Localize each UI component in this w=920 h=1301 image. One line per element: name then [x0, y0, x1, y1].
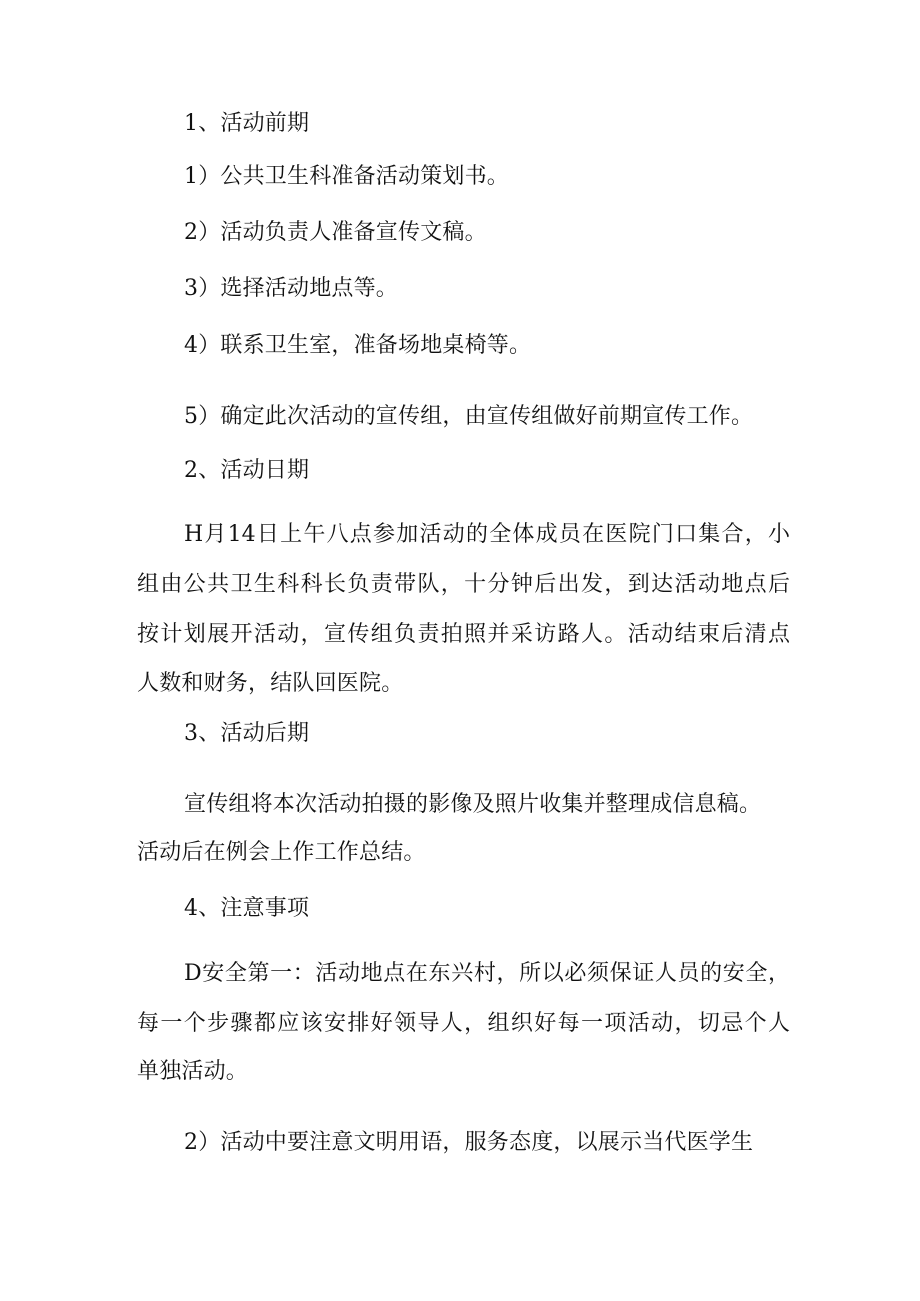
paragraph-line: 宣传组将本次活动拍摄的影像及照片收集并整理成信息稿。	[184, 792, 762, 817]
section-heading-3: 3、活动后期	[184, 721, 310, 746]
list-item: 3）选择活动地点等。	[184, 276, 398, 301]
paragraph-line: 单独活动。	[137, 1059, 249, 1084]
list-item: 1）公共卫生科准备活动策划书。	[184, 164, 509, 189]
section-heading-1: 1、活动前期	[184, 111, 310, 136]
paragraph-line: 活动后在例会上作工作总结。	[137, 840, 426, 865]
paragraph-line: 组由公共卫生科科长负责带队，十分钟后出发，到达活动地点后	[137, 572, 790, 597]
list-item: 2）活动中要注意文明用语，服务态度，以展示当代医学生	[184, 1130, 754, 1155]
paragraph-line: D安全第一：活动地点在东兴村，所以必须保证人员的安全，	[184, 961, 790, 986]
section-heading-2: 2、活动日期	[184, 458, 310, 483]
section-heading-4: 4、注意事项	[184, 896, 310, 921]
list-item: 4）联系卫生室，准备场地桌椅等。	[184, 333, 532, 358]
list-item: 5）确定此次活动的宣传组，由宣传组做好前期宣传工作。	[184, 404, 754, 429]
paragraph-line: 按计划展开活动，宣传组负责拍照并采访路人。活动结束后清点	[137, 622, 790, 647]
list-item: 2）活动负责人准备宣传文稿。	[184, 220, 487, 245]
paragraph-line: 人数和财务，结队回医院。	[137, 671, 404, 696]
paragraph-line: 每一个步骤都应该安排好领导人，组织好每一项活动，切忌个人	[137, 1011, 790, 1036]
paragraph-line: H月14日上午八点参加活动的全体成员在医院门口集合，小	[184, 522, 790, 547]
